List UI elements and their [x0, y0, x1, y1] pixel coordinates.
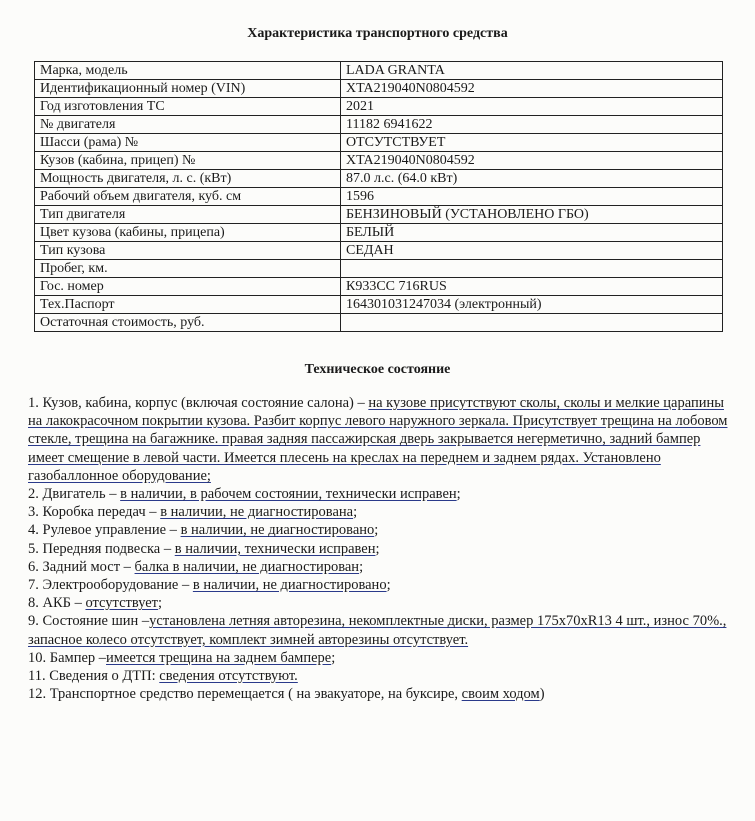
- spec-row: [35, 260, 723, 278]
- spec-value: 11182 6941622: [341, 116, 723, 134]
- spec-value: XTA219040N0804592: [341, 80, 723, 98]
- spec-value: К933СС 716RUS: [341, 278, 723, 296]
- condition-item-rear-axle: 6. Задний мост – балка в наличии, не диагностирован;: [28, 558, 364, 575]
- technical-condition-title: Техническое состояние: [304, 362, 451, 377]
- spec-label: Идентификационный номер (VIN): [35, 80, 341, 98]
- spec-row: [35, 134, 723, 152]
- spec-row: [35, 152, 723, 170]
- spec-label: Марка, модель: [35, 62, 341, 80]
- spec-row: [35, 116, 723, 134]
- spec-label: Тип двигателя: [35, 206, 341, 224]
- condition-item-gearbox: 3. Коробка передач – в наличии, не диагностирована;: [28, 504, 358, 521]
- document-title: Характеристика транспортного средства: [247, 26, 508, 41]
- spec-value: [341, 260, 723, 278]
- spec-label: Цвет кузова (кабины, прицепа): [35, 224, 341, 242]
- condition-item-body: 1. Кузов, кабина, корпус (включая состояние салона) – на кузове присутствуют сколы, сколы и мелкие царапины на лакокрасочном покрытии кузова. Разбит корпус левого наружного зеркала. Присутствует трещина на лобовом стекле, трещина на багажнике. правая задняя пассажирская дверь закрывается негерметично, задний бампер имеет смещение в левой части. Имеется плесень на креслах на переднем и заднем рядах. Установлено газобаллонное оборудование;: [28, 395, 728, 484]
- spec-row: [35, 188, 723, 206]
- spec-value: ОТСУТСТВУЕТ: [341, 134, 723, 152]
- spec-value: 2021: [341, 98, 723, 116]
- spec-label: Рабочий объем двигателя, куб. см: [35, 188, 341, 206]
- spec-row: [35, 98, 723, 116]
- spec-label: Тип кузова: [35, 242, 341, 260]
- spec-row: [35, 170, 723, 188]
- spec-label: № двигателя: [35, 116, 341, 134]
- spec-row: [35, 242, 723, 260]
- spec-row: [35, 62, 723, 80]
- technical-condition-list: [28, 394, 728, 703]
- spec-value: [341, 314, 723, 332]
- spec-row: [35, 314, 723, 332]
- spec-row: [35, 80, 723, 98]
- spec-label: Пробег, км.: [35, 260, 341, 278]
- spec-label: Кузов (кабина, прицеп) №: [35, 152, 341, 170]
- spec-row: [35, 206, 723, 224]
- spec-row: [35, 224, 723, 242]
- condition-item-movement: 12. Транспортное средство перемещается ( на эвакуаторе, на буксире, своим ходом): [28, 686, 545, 703]
- spec-value: БЕЛЫЙ: [341, 224, 723, 242]
- spec-value: LADA GRANTA: [341, 62, 723, 80]
- spec-label: Мощность двигателя, л. с. (кВт): [35, 170, 341, 188]
- spec-value: 1596: [341, 188, 723, 206]
- spec-label: Тех.Паспорт: [35, 296, 341, 314]
- spec-label: Остаточная стоимость, руб.: [35, 314, 341, 332]
- vehicle-spec-table: [34, 61, 723, 332]
- spec-value: БЕНЗИНОВЫЙ (УСТАНОВЛЕНО ГБО): [341, 206, 723, 224]
- condition-item-steering: 4. Рулевое управление – в наличии, не диагностировано;: [28, 522, 379, 539]
- condition-item-battery: 8. АКБ – отсутствует;: [28, 595, 163, 612]
- spec-label: Год изготовления ТС: [35, 98, 341, 116]
- spec-value: 164301031247034 (электронный): [341, 296, 723, 314]
- condition-item-engine: 2. Двигатель – в наличии, в рабочем состоянии, технически исправен;: [28, 486, 461, 503]
- spec-row: [35, 296, 723, 314]
- spec-label: Шасси (рама) №: [35, 134, 341, 152]
- condition-item-accidents: 11. Сведения о ДТП: сведения отсутствуют.: [28, 668, 298, 685]
- spec-value: СЕДАН: [341, 242, 723, 260]
- condition-item-electrical: 7. Электрооборудование – в наличии, не диагностировано;: [28, 577, 391, 594]
- spec-label: Гос. номер: [35, 278, 341, 296]
- condition-item-bumper: 10. Бампер –имеется трещина на заднем бампере;: [28, 649, 336, 666]
- spec-value: 87.0 л.с. (64.0 кВт): [341, 170, 723, 188]
- condition-item-front-suspension: 5. Передняя подвеска – в наличии, технически исправен;: [28, 540, 380, 557]
- spec-row: [35, 278, 723, 296]
- spec-value: XTA219040N0804592: [341, 152, 723, 170]
- condition-item-tires: 9. Состояние шин –установлена летняя авторезина, некомплектные диски, размер 175х70хR13 4 шт., износ 70%., запасное колесо отсутствует, комплект зимней авторезины отсутствует.: [28, 613, 727, 648]
